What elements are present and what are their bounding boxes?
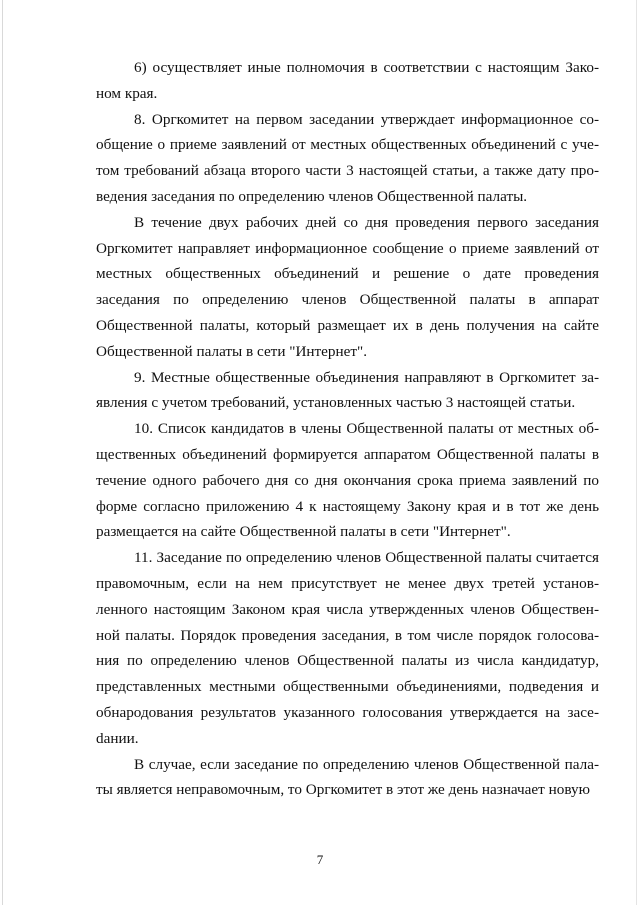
paragraph-item-6: 6) осуществляет иные полномочия в соответствии с настоящим Законом края.	[96, 59, 599, 102]
document-body	[96, 55, 599, 803]
scan-edge-left	[2, 0, 3, 905]
paragraph-point-11-continuation: В случае, если заседание по определению членов Общественной палаты является неправомочным, то Оргкомитет в этот же день назначает новую	[96, 755, 599, 799]
page-number: 7	[316, 852, 324, 867]
scan-edge-right	[636, 0, 637, 905]
paragraph-point-11: 11. Заседание по определению членов Общественной палаты считается правомочным, если на нем присутствует не менее двух третей установленного настоящим Законом края числа утвержденных членов Общественной палаты. Порядок проведения заседания, в том числе порядок голосования по определению членов Общественной палаты из числа кандидатур, представленных местными общественными объединениями, подведения и обнародования результатов указанного голосования утверждается на засеdании.	[96, 549, 599, 747]
paragraph-point-9: 9. Местные общественные объединения направляют в Оргкомитет заявления с учетом требований, установленных частью 3 настоящей статьи.	[96, 368, 599, 412]
paragraph-point-10: 10. Список кандидатов в члены Общественной палаты от местных общественных объединений формируется аппаратом Общественной палаты в течение одного рабочего дня со дня окончания срока приема заявлений по форме согласно приложению 4 к настоящему Закону края и в тот же день размещается на сайте Общественной палаты в сети "Интернет".	[96, 420, 599, 541]
paragraph-point-8-continuation: В течение двух рабочих дней со дня проведения первого заседания Оргкомитет направляет информационное сообщение о приеме заявлений от местных общественных объединений и решение о дате проведения заседания по определению членов Общественной палаты в аппарат Общественной палаты, который размещает их в день получения на сайте Общественной палаты в сети "Интернет".	[96, 213, 599, 360]
paragraph-point-8: 8. Оргкомитет на первом заседании утверждает информационное сообщение о приеме заявлений от местных общественных объединений с учетом требований абзаца второго части 3 настоящей статьи, а также дату проведения заседания по определению членов Общественной палаты.	[96, 110, 599, 205]
